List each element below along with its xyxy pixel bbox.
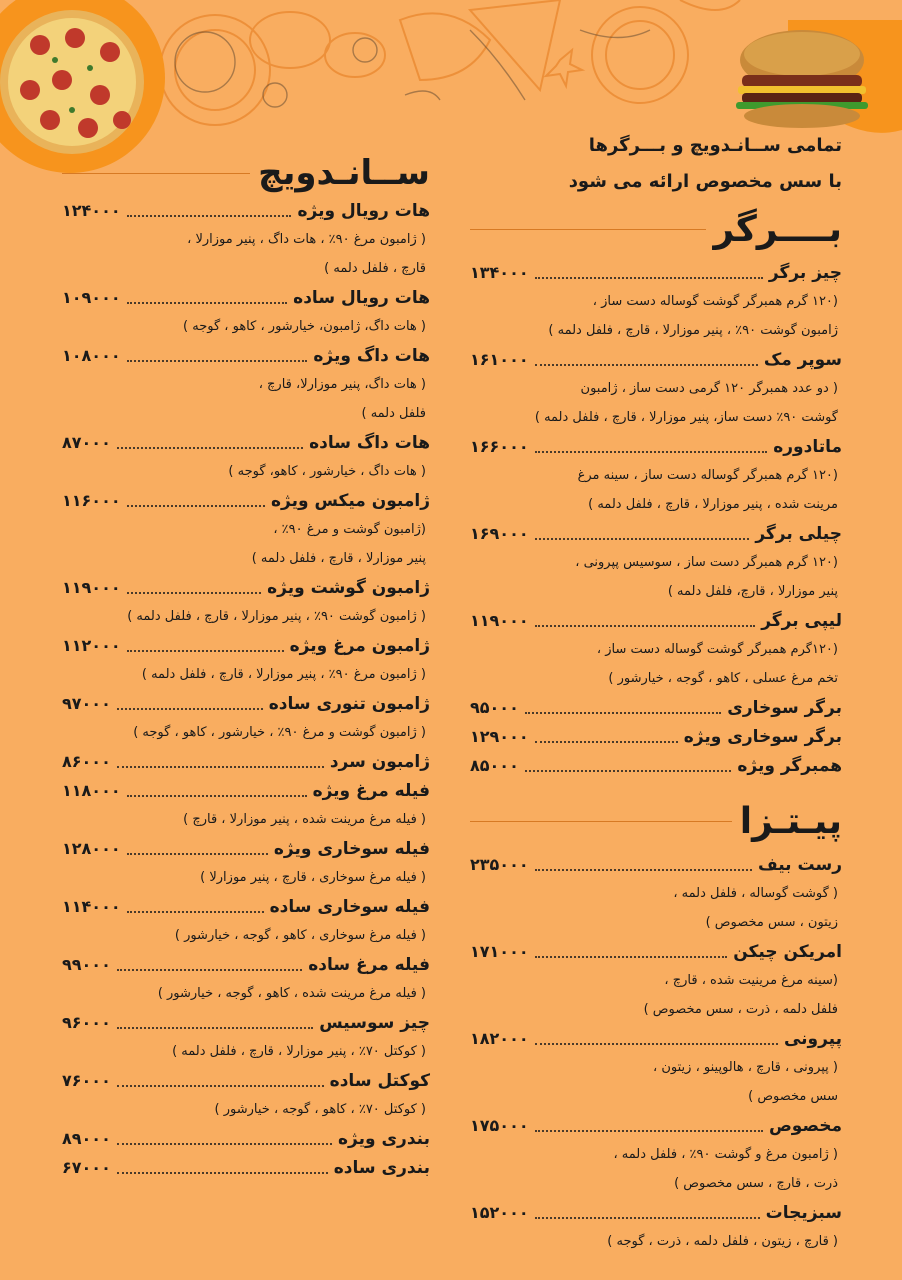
pizza-title: پیـتـزا [739,800,842,842]
item-name: سوپر مک [763,349,842,370]
dot-leader [117,1085,324,1087]
item-name: سبزیجات [765,1202,842,1223]
item-price: ۷۶۰۰۰ [62,1071,111,1090]
dot-leader [117,1027,313,1029]
sandwich-title: ســانـدویچ [258,153,430,193]
item-price: ۹۵۰۰۰ [470,698,519,717]
item-description: ژامبون گوشت ۹۰٪ ، پنیر موزارلا ، قارچ ، فلفل دلمه ) [548,323,838,338]
burger-photo [728,20,902,145]
item-description: ( قارچ ، زیتون ، فلفل دلمه ، ذرت ، گوجه ) [607,1234,838,1249]
item-price: ۸۹۰۰۰ [62,1129,111,1148]
item-description: زیتون ، سس مخصوص ) [705,915,838,930]
item-description: ( فیله مرغ سوخاری ، کاهو ، گوجه ، خیارشور ) [174,928,426,943]
item-name: چیلی برگر [755,523,842,544]
dot-leader [127,795,307,797]
sandwich-list [62,196,430,1182]
item-description: ( کوکتل ۷۰٪ ، پنیر موزارلا ، قارچ ، فلفل دلمه ) [172,1044,426,1059]
item-description: قارچ ، فلفل دلمه ) [324,261,426,276]
pizza-photo [0,0,165,175]
item-price: ۱۱۲۰۰۰ [62,636,121,655]
item-description: ( فیله مرغ سوخاری ، قارچ ، پنیر موزارلا ) [200,870,426,885]
dot-leader [525,712,721,714]
item-name: همبرگر ویژه [737,755,842,776]
item-description: ( ژامبون گوشت و مرغ ۹۰٪ ، خیارشور ، کاهو ، گوجه ) [133,725,426,740]
item-name: لیپی برگر [761,610,842,631]
dot-leader [535,364,758,366]
item-description: ( ژامبون مرغ ۹۰٪ ، پنیر موزارلا ، قارچ ، فلفل دلمه ) [141,667,426,682]
dot-leader [535,1130,763,1132]
item-name: پپرونی [783,1028,842,1049]
dot-leader [117,1172,328,1174]
item-price: ۱۱۹۰۰۰ [470,611,529,630]
item-name: کوکتل ساده [329,1070,430,1091]
item-name: چیز سوسیس [319,1012,430,1033]
dot-leader [117,766,324,768]
dot-leader [535,956,728,958]
menu-item [470,432,842,461]
item-description: پنیر موزارلا ، قارچ، فلفل دلمه ) [667,584,838,599]
menu-item [62,573,430,602]
item-name: ماتادوره [773,436,842,457]
dot-leader [127,505,265,507]
sandwich-section [62,150,430,1182]
burger-list [470,258,842,780]
menu-item [470,1198,842,1227]
menu-item [470,693,842,722]
item-price: ۱۶۱۰۰۰ [470,350,529,369]
dot-leader [127,853,268,855]
item-description: (سینه مرغ مرینیت شده ، قارچ ، [664,973,838,988]
item-description: (۱۲۰ گرم همبرگر گوساله دست ساز ، سینه مرغ [577,468,838,483]
item-name: هات داگ ویژه [313,345,430,366]
item-description: ذرت ، قارچ ، سس مخصوص ) [674,1176,838,1191]
divider [470,229,706,230]
menu-item [62,631,430,660]
item-name: مخصوص [768,1115,842,1136]
dot-leader [535,451,768,453]
item-price: ۱۰۸۰۰۰ [62,346,121,365]
item-description: گوشت ۹۰٪ دست ساز، پنیر موزارلا ، قارچ ، فلفل دلمه ) [534,410,838,425]
menu-item [470,722,842,751]
dot-leader [117,447,303,449]
item-price: ۱۳۴۰۰۰ [470,263,529,282]
right-column [470,128,842,1256]
item-price: ۸۶۰۰۰ [62,752,111,771]
menu-item [470,751,842,780]
menu-item [62,1066,430,1095]
pizza-header [470,792,842,850]
dot-leader [535,869,752,871]
menu-item [470,1111,842,1140]
dot-leader [117,1143,332,1145]
item-name: فیله مرغ ساده [308,954,430,975]
item-price: ۱۶۶۰۰۰ [470,437,529,456]
item-price: ۱۱۸۰۰۰ [62,781,121,800]
item-name: فیله مرغ ویژه [312,780,430,801]
item-description: ( کوکتل ۷۰٪ ، کاهو ، گوجه ، خیارشور ) [214,1102,426,1117]
item-price: ۹۷۰۰۰ [62,694,111,713]
menu-item [62,950,430,979]
item-name: هات داگ ساده [309,432,430,453]
item-price: ۱۱۶۰۰۰ [62,491,121,510]
item-description: (۱۲۰گرم همبرگر گوشت گوساله دست ساز ، [596,642,838,657]
dot-leader [127,360,308,362]
item-name: بندری ویژه [338,1128,430,1149]
item-price: ۹۹۰۰۰ [62,955,111,974]
dot-leader [525,770,732,772]
divider [470,821,732,822]
item-name: بندری ساده [333,1157,430,1178]
menu-item [470,850,842,879]
item-price: ۱۷۵۰۰۰ [470,1116,529,1135]
item-name: رست بیف [758,854,842,875]
item-description: (۱۲۰ گرم همبرگر دست ساز ، سوسیس پپرونی ، [575,555,838,570]
item-price: ۱۶۹۰۰۰ [470,524,529,543]
burger-title: بــــرگر [713,208,842,250]
item-description: ( ژامبون مرغ و گوشت ۹۰٪ ، فلفل دلمه ، [613,1147,838,1162]
pizza-section [470,792,842,1256]
dot-leader [127,650,284,652]
item-description: تخم مرغ عسلی ، کاهو ، گوجه ، خیارشور ) [608,671,838,686]
item-name: ژامبون مرغ ویژه [289,635,430,656]
item-name: چیز برگر [768,262,842,283]
item-description: (۱۲۰ گرم همبرگر گوشت گوساله دست ساز ، [592,294,838,309]
menu-item [62,776,430,805]
dot-leader [127,911,264,913]
item-name: ژامبون تنوری ساده [268,693,430,714]
item-name: هات رویال ویژه [297,200,430,221]
dot-leader [127,592,262,594]
item-price: ۸۷۰۰۰ [62,433,111,452]
menu-item [470,1024,842,1053]
menu-item [62,1008,430,1037]
dot-leader [117,969,302,971]
menu-item [62,834,430,863]
menu-item [62,341,430,370]
item-price: ۸۵۰۰۰ [470,756,519,775]
menu-item [62,486,430,515]
burger-section [470,200,842,780]
dot-leader [117,708,263,710]
item-name: فیله سوخاری ویژه [273,838,430,859]
item-description: ( گوشت گوساله ، فلفل دلمه ، [673,886,838,901]
item-description: ( هات داگ ، خیارشور ، کاهو، گوجه ) [228,464,426,479]
promo-text [470,128,842,200]
item-description: مرینت شده ، پنیر موزارلا ، قارچ ، فلفل دلمه ) [588,497,838,512]
item-description: ( ژامبون مرغ ۹۰٪ ، هات داگ ، پنیر موزارلا ، [187,232,426,247]
item-name: فیله سوخاری ساده [269,896,430,917]
dot-leader [535,625,756,627]
item-description: ( پپرونی ، قارچ ، هالوپینو ، زیتون ، [653,1060,838,1075]
divider [62,173,250,174]
item-description: فلفل دلمه ) [361,406,426,421]
menu-item [470,258,842,287]
item-price: ۱۲۸۰۰۰ [62,839,121,858]
menu-item [62,283,430,312]
dot-leader [535,741,678,743]
pizza-list [470,850,842,1256]
item-price: ۱۰۹۰۰۰ [62,288,121,307]
menu-item [470,606,842,635]
item-name: ژامبون سرد [329,751,430,772]
promo-line-2: با سس مخصوص ارائه می شود [568,171,842,192]
item-name: ژامبون میکس ویژه [270,490,430,511]
menu-item [62,196,430,225]
item-price: ۹۶۰۰۰ [62,1013,111,1032]
sandwich-header [62,150,430,196]
item-name: برگر سوخاری [727,697,842,718]
item-price: ۱۱۴۰۰۰ [62,897,121,916]
dot-leader [535,538,750,540]
item-price: ۱۲۹۰۰۰ [470,727,529,746]
item-price: ۱۵۲۰۰۰ [470,1203,529,1222]
item-description: پنیر موزارلا ، قارچ ، فلفل دلمه ) [251,551,426,566]
item-price: ۱۸۲۰۰۰ [470,1029,529,1048]
menu-item [470,345,842,374]
menu-item [62,689,430,718]
menu-item [62,892,430,921]
item-description: (ژامبون گوشت و مرغ ۹۰٪ ، [273,522,426,537]
item-description: سس مخصوص ) [748,1089,838,1104]
dot-leader [535,1217,760,1219]
menu-item [62,428,430,457]
burger-header [470,200,842,258]
item-description: ( هات داگ، پنیر موزارلا، قارچ ، [258,377,426,392]
menu-item [62,747,430,776]
dot-leader [127,215,292,217]
item-price: ۱۱۹۰۰۰ [62,578,121,597]
item-description: ( هات داگ، ژامبون، خیارشور ، کاهو ، گوجه ) [183,319,426,334]
item-price: ۶۷۰۰۰ [62,1158,111,1177]
item-name: برگر سوخاری ویژه [683,726,842,747]
item-price: ۲۳۵۰۰۰ [470,855,529,874]
item-price: ۱۲۴۰۰۰ [62,201,121,220]
dot-leader [127,302,288,304]
item-price: ۱۷۱۰۰۰ [470,942,529,961]
item-description: فلفل دلمه ، ذرت ، سس مخصوص ) [643,1002,838,1017]
item-name: ژامبون گوشت ویژه [267,577,430,598]
dot-leader [535,277,763,279]
menu-item [62,1124,430,1153]
item-description: ( فیله مرغ مرینت شده ، پنیر موزارلا ، قارچ ) [183,812,426,827]
item-description: ( دو عدد همبرگر ۱۲۰ گرمی دست ساز ، ژامبون [580,381,838,396]
menu-item [470,937,842,966]
item-name: امریکن چیکن [733,941,842,962]
promo-line-1: تمامی ســانـدویچ و بـــرگرها [588,135,842,156]
menu-item [470,519,842,548]
item-name: هات رویال ساده [293,287,430,308]
dot-leader [535,1043,778,1045]
menu-item [62,1153,430,1182]
item-description: ( ژامبون گوشت ۹۰٪ ، پنیر موزارلا ، قارچ ، فلفل دلمه ) [127,609,426,624]
item-description: ( فیله مرغ مرینت شده ، کاهو ، گوجه ، خیارشور ) [157,986,426,1001]
